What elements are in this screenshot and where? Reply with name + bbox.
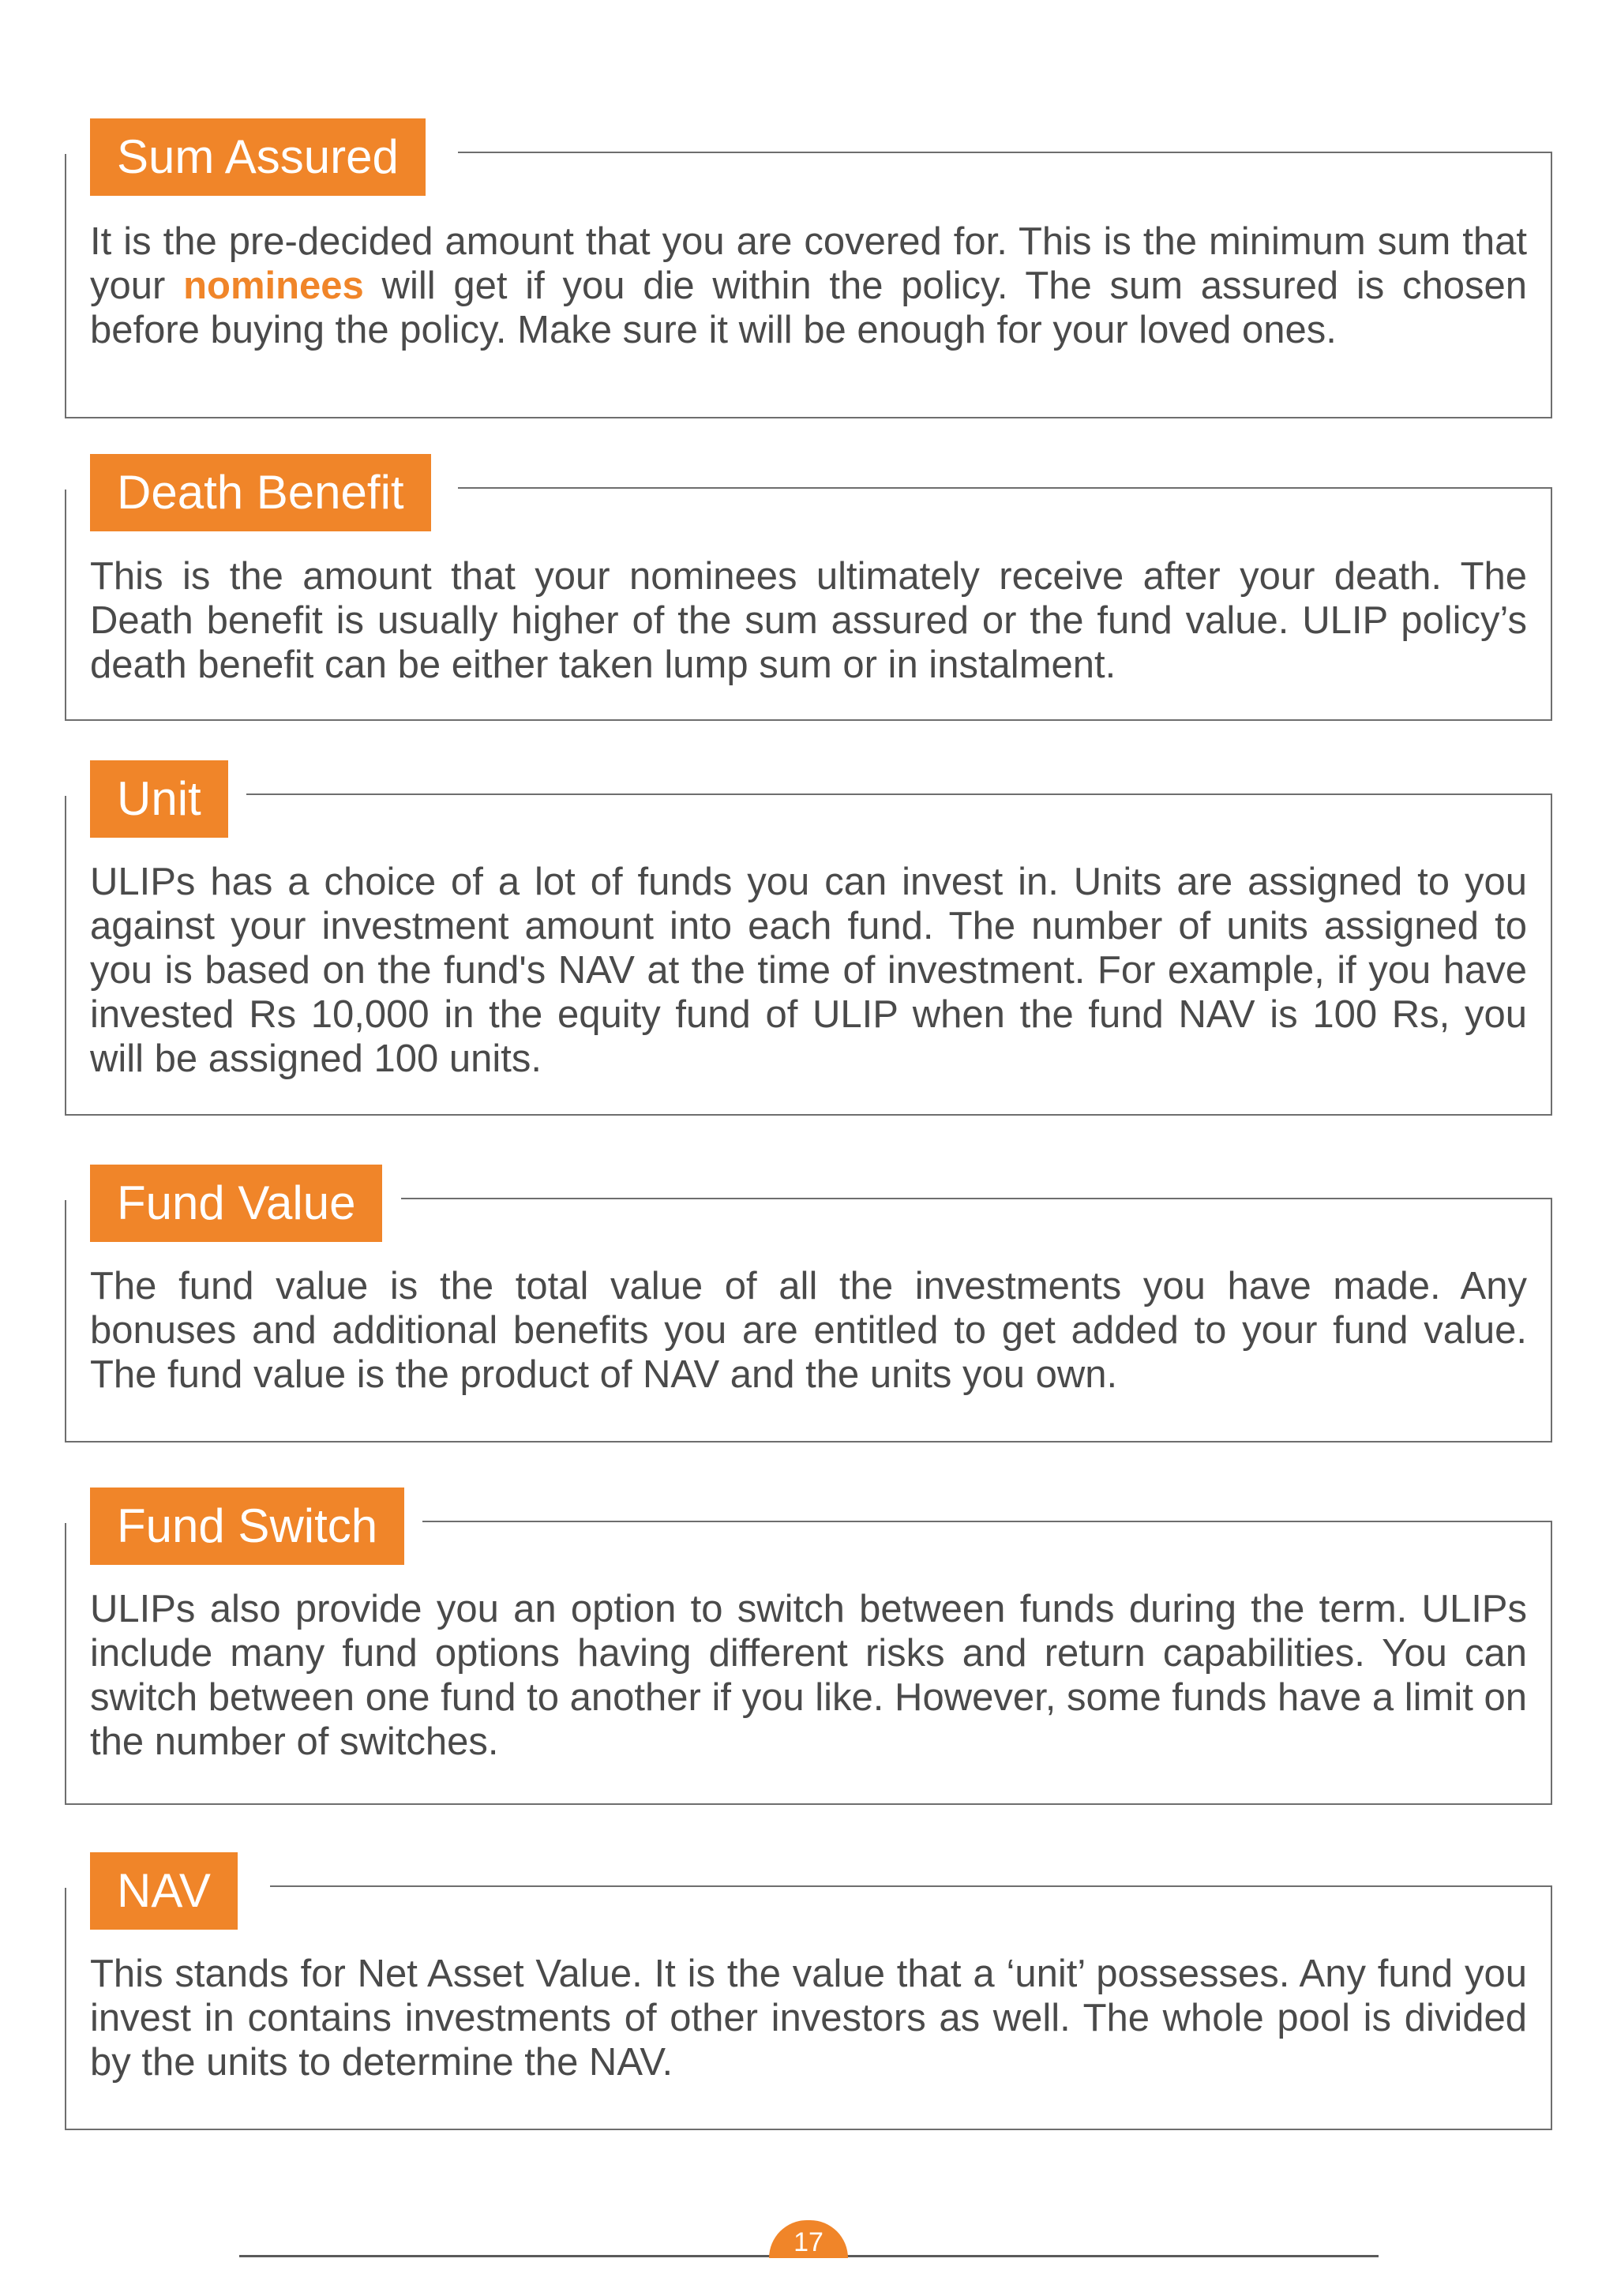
section-body: ULIPs has a choice of a lot of funds you can invest in. Units are assigned to you against your investment amount into each fund. The number of units assigned to you is based on the fund's NAV at the time of investment. For example, if you have invested Rs 10,000 in the equity fund of ULIP when the fund NAV is 100 Rs, you will be assigned 100 units.: [90, 861, 1527, 1080]
section-heading: Fund Value: [90, 1165, 382, 1242]
section-body: This stands for Net Asset Value. It is the value that a ‘unit’ possesses. Any fund you invest in contains investments of other investors as well. The whole pool is divided by the units to determine the NAV.: [90, 1953, 1527, 2084]
page-number: 17: [769, 2220, 848, 2258]
section-body: ULIPs also provide you an option to switch between funds during the term. ULIPs include many fund options having different risks and return capabilities. You can switch between one fund to another if you like. However, some funds have a limit on the number of switches.: [90, 1588, 1527, 1763]
section-heading: Unit: [90, 760, 228, 838]
section-heading: Sum Assured: [90, 118, 426, 196]
section-heading: NAV: [90, 1852, 238, 1930]
nominees-highlight: nominees: [183, 264, 364, 307]
section-heading: Fund Switch: [90, 1488, 404, 1565]
section-body: [90, 219, 1527, 352]
section-body: This is the amount that your nominees ultimately receive after your death. The Death benefit is usually higher of the sum assured or the fund value. ULIP policy’s death benefit can be either taken lump sum or in instalment.: [90, 555, 1527, 686]
section-heading: Death Benefit: [90, 454, 431, 531]
section-body: The fund value is the total value of all the investments you have made. Any bonuses and additional benefits you are entitled to get added to your fund value. The fund value is the product of NAV and the units you own.: [90, 1265, 1527, 1396]
body-text-part: will get if you die within the policy. The sum assured is chosen before buying the policy. Make sure it will be enough for your loved ones.: [90, 264, 1528, 351]
body-text-part: It is the pre-decided amount that you are covered for. This is the minimum sum that your: [90, 220, 1527, 307]
